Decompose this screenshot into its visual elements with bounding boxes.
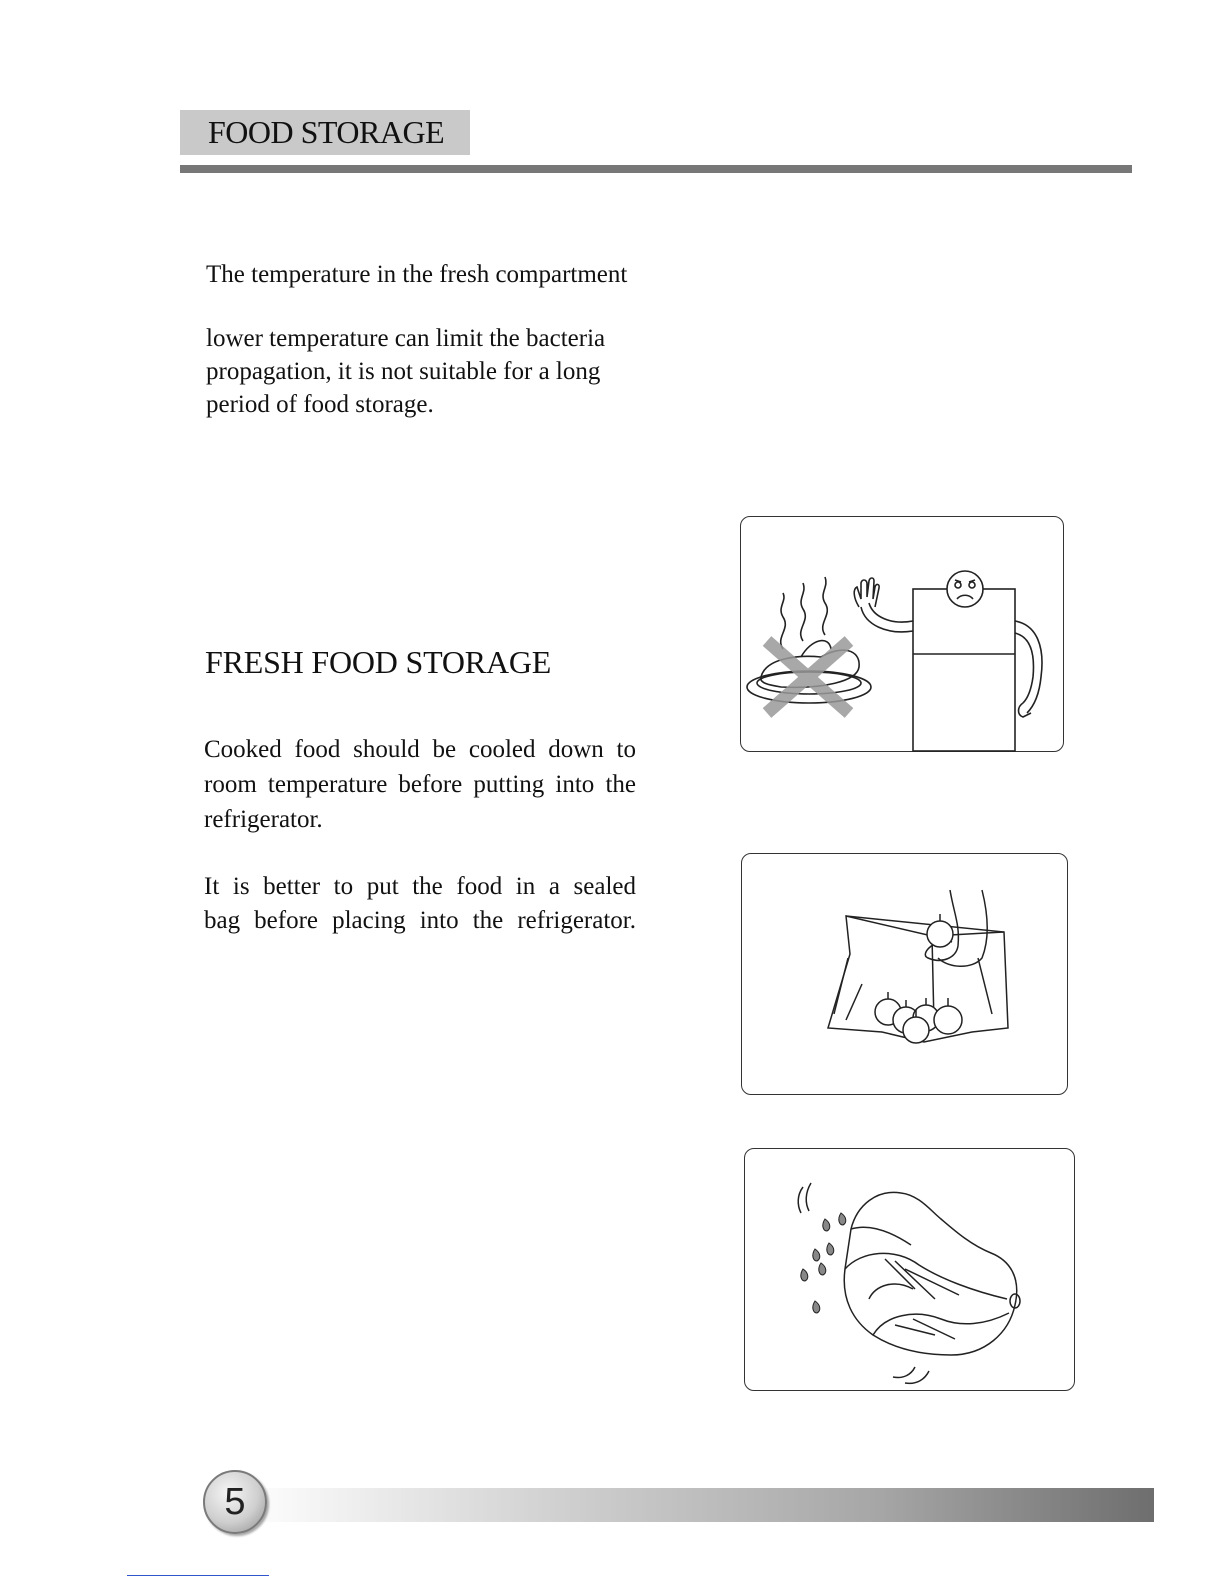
wet-lettuce-icon — [745, 1149, 1076, 1392]
intro-line-3: propagation, it is not suitable for a long — [206, 358, 601, 385]
hot-food-fridge-illustration — [740, 516, 1064, 752]
page-number: 5 — [224, 1481, 246, 1523]
sealed-bag-line-1: It is better to put the food in a sealed — [204, 873, 636, 900]
footer-link-underline — [127, 1575, 269, 1576]
section-header-tab — [180, 110, 470, 155]
cooked-food-line-3: refrigerator. — [204, 806, 323, 833]
no-hot-food-icon — [741, 517, 1065, 753]
section-title: FOOD STORAGE — [208, 114, 445, 150]
washing-vegetables-illustration — [744, 1148, 1075, 1391]
apples-in-bag-icon — [742, 854, 1069, 1096]
intro-line-1: The temperature in the fresh compartment — [206, 261, 628, 288]
intro-line-2: lower temperature can limit the bacteria — [206, 325, 606, 352]
footer-bar — [240, 1488, 1154, 1522]
intro-line-4: period of food storage. — [206, 391, 434, 418]
cooked-food-line-2: room temperature before putting into the — [204, 771, 636, 798]
page-number-badge — [203, 1470, 267, 1534]
sealed-bag-line-2: bag before placing into the refrigerator. — [204, 907, 636, 934]
header-divider — [180, 165, 1132, 173]
cooked-food-line-1: Cooked food should be cooled down to — [204, 736, 636, 763]
sealed-bag-illustration — [741, 853, 1068, 1095]
fresh-food-heading: FRESH FOOD STORAGE — [205, 644, 552, 680]
